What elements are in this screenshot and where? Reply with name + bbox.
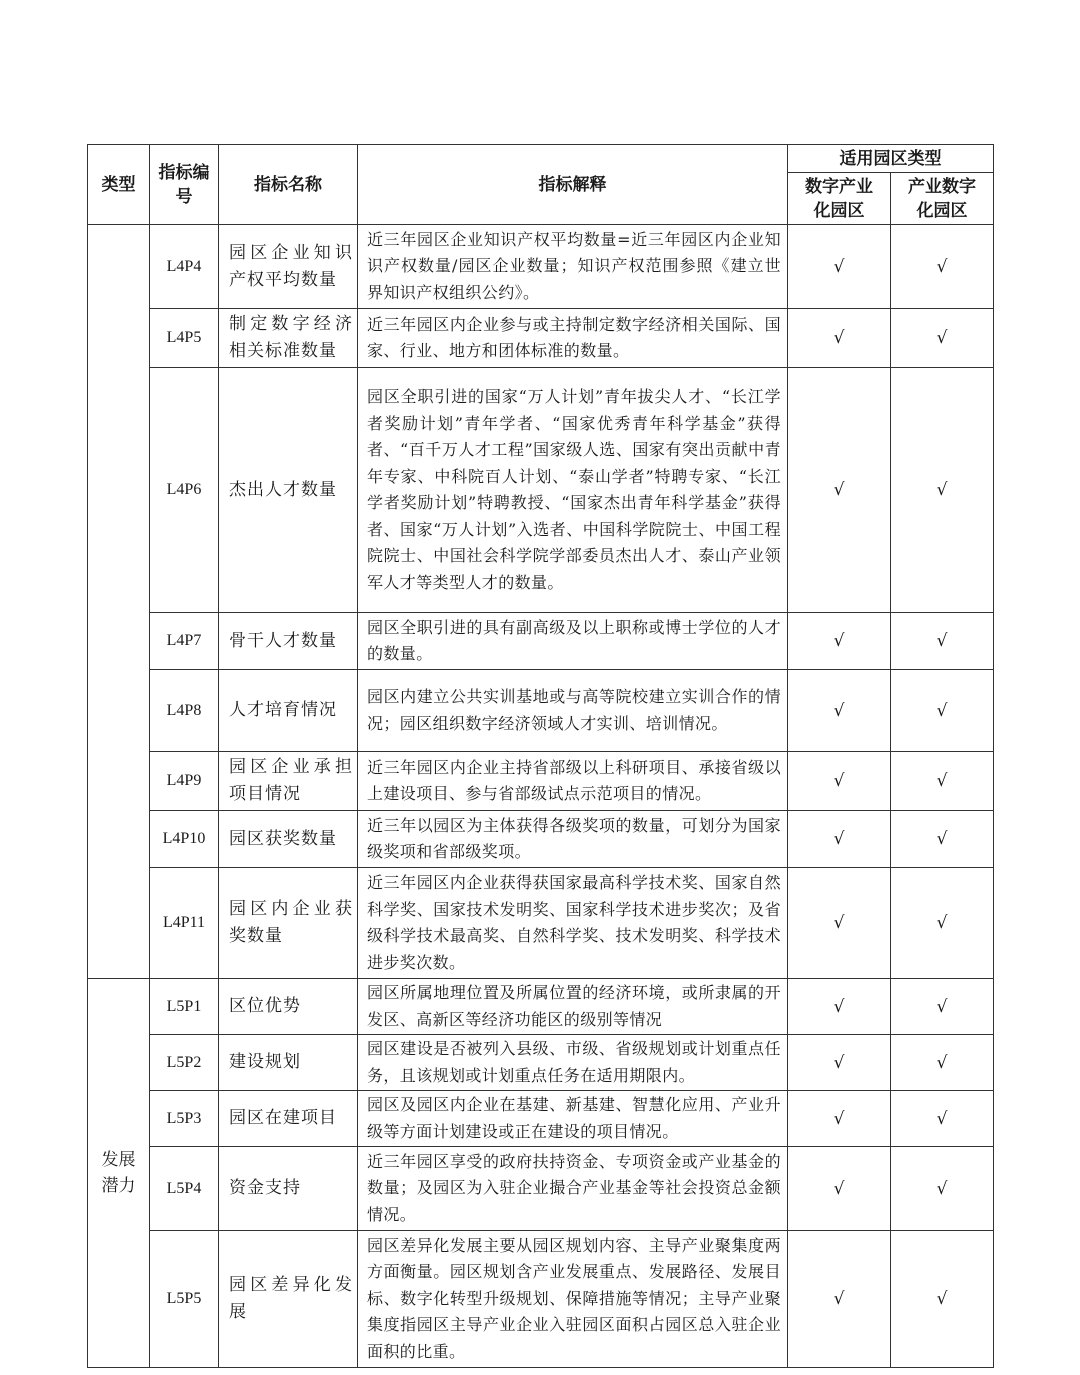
table-row: [88, 868, 994, 979]
header-applicable: 适用园区类型: [788, 145, 994, 173]
table-row: [88, 368, 994, 613]
indicator-explanation: 园区全职引进的具有副高级及以上职称或博士学位的人才的数量。: [358, 613, 788, 670]
check-digital-industrialization: √: [788, 670, 891, 752]
indicator-explanation: 近三年园区享受的政府扶持资金、专项资金或产业基金的数量；及园区为入驻企业撮合产业基金等社会投资总金额情况。: [358, 1147, 788, 1231]
check-digital-industrialization: √: [788, 979, 891, 1035]
indicator-name: 园区在建项目: [219, 1091, 358, 1147]
indicator-explanation: 园区差异化发展主要从园区规划内容、主导产业聚集度两方面衡量。园区规划含产业发展重点、发展路径、发展目标、数字化转型升级规划、保障措施等情况；主导产业聚集度指园区主导产业企业入驻园区面积占园区总入驻企业面积的比重。: [358, 1231, 788, 1368]
check-digital-industrialization: √: [788, 1091, 891, 1147]
indicator-explanation: 近三年园区内企业参与或主持制定数字经济相关国际、国家、行业、地方和团体标准的数量。: [358, 309, 788, 368]
check-digital-industrialization: √: [788, 613, 891, 670]
indicator-explanation: 园区建设是否被列入县级、市级、省级规划或计划重点任务，且该规划或计划重点任务在适用期限内。: [358, 1035, 788, 1091]
indicator-name: 园区差异化发展: [219, 1231, 358, 1368]
indicator-code: L5P4: [150, 1147, 219, 1231]
table-row: [88, 613, 994, 670]
indicator-code: L4P5: [150, 309, 219, 368]
header-industrial-digitalization: 产业数字化园区: [891, 173, 994, 225]
header-name: 指标名称: [219, 145, 358, 225]
indicator-code: L4P7: [150, 613, 219, 670]
header-digital-industrialization: 数字产业化园区: [788, 173, 891, 225]
table-row: [88, 752, 994, 811]
indicator-code: L5P2: [150, 1035, 219, 1091]
indicator-explanation: 园区内建立公共实训基地或与高等院校建立实训合作的情况；园区组织数字经济领域人才实训、培训情况。: [358, 670, 788, 752]
table-row: [88, 225, 994, 309]
indicator-name: 区位优势: [219, 979, 358, 1035]
indicator-code: L4P10: [150, 811, 219, 868]
table-row: [88, 979, 994, 1035]
indicator-name: 人才培育情况: [219, 670, 358, 752]
header-code: 指标编号: [150, 145, 219, 225]
indicator-explanation: 近三年园区企业知识产权平均数量=近三年园区内企业知识产权数量/园区企业数量；知识产权范围参照《建立世界知识产权组织公约》。: [358, 225, 788, 309]
check-digital-industrialization: √: [788, 868, 891, 979]
check-industrial-digitalization: √: [891, 1035, 994, 1091]
table-row: [88, 1035, 994, 1091]
category-cell-continued: [88, 225, 150, 979]
check-industrial-digitalization: √: [891, 1147, 994, 1231]
check-industrial-digitalization: √: [891, 1231, 994, 1368]
indicator-table: [87, 144, 994, 1368]
check-industrial-digitalization: √: [891, 225, 994, 309]
check-industrial-digitalization: √: [891, 368, 994, 613]
check-industrial-digitalization: √: [891, 309, 994, 368]
check-industrial-digitalization: √: [891, 1091, 994, 1147]
indicator-code: L4P9: [150, 752, 219, 811]
indicator-explanation: 近三年园区内企业主持省部级以上科研项目、承接省级以上建设项目、参与省部级试点示范项目的情况。: [358, 752, 788, 811]
indicator-name: 杰出人才数量: [219, 368, 358, 613]
check-industrial-digitalization: √: [891, 868, 994, 979]
indicator-name: 资金支持: [219, 1147, 358, 1231]
category-cell-potential: 发展潜力: [88, 979, 150, 1368]
indicator-name: 园区企业知识产权平均数量: [219, 225, 358, 309]
check-digital-industrialization: √: [788, 225, 891, 309]
indicator-name: 园区获奖数量: [219, 811, 358, 868]
indicator-explanation: 园区全职引进的国家“万人计划”青年拔尖人才、“长江学者奖励计划”青年学者、“国家优秀青年科学基金”获得者、“百千万人才工程”国家级人选、国家有突出贡献中青年专家、中科院百人计划、“泰山学者”特聘专家、“长江学者奖励计划”特聘教授、“国家杰出青年科学基金”获得者、国家“万人计划”入选者、中国科学院院士、中国工程院院士、中国社会科学院学部委员杰出人才、泰山产业领军人才等类型人才的数量。: [358, 368, 788, 613]
table-row: [88, 1091, 994, 1147]
check-industrial-digitalization: √: [891, 670, 994, 752]
indicator-code: L4P8: [150, 670, 219, 752]
indicator-name: 建设规划: [219, 1035, 358, 1091]
check-digital-industrialization: √: [788, 309, 891, 368]
check-digital-industrialization: √: [788, 368, 891, 613]
indicator-name: 园区企业承担项目情况: [219, 752, 358, 811]
check-digital-industrialization: √: [788, 1147, 891, 1231]
check-industrial-digitalization: √: [891, 979, 994, 1035]
check-digital-industrialization: √: [788, 752, 891, 811]
indicator-code: L4P11: [150, 868, 219, 979]
table-row: [88, 1231, 994, 1368]
indicator-code: L5P5: [150, 1231, 219, 1368]
check-digital-industrialization: √: [788, 1231, 891, 1368]
check-industrial-digitalization: √: [891, 613, 994, 670]
header-explanation: 指标解释: [358, 145, 788, 225]
indicator-code: L4P6: [150, 368, 219, 613]
indicator-explanation: 园区及园区内企业在基建、新基建、智慧化应用、产业升级等方面计划建设或正在建设的项目情况。: [358, 1091, 788, 1147]
indicator-explanation: 园区所属地理位置及所属位置的经济环境，或所隶属的开发区、高新区等经济功能区的级别等情况: [358, 979, 788, 1035]
table-row: [88, 1147, 994, 1231]
table-row: [88, 811, 994, 868]
indicator-code: L5P3: [150, 1091, 219, 1147]
indicator-code: L5P1: [150, 979, 219, 1035]
indicator-name: 骨干人才数量: [219, 613, 358, 670]
check-industrial-digitalization: √: [891, 752, 994, 811]
table-row: [88, 670, 994, 752]
indicator-explanation: 近三年园区内企业获得获国家最高科学技术奖、国家自然科学奖、国家技术发明奖、国家科学技术进步奖次；及省级科学技术最高奖、自然科学奖、技术发明奖、科学技术进步奖次数。: [358, 868, 788, 979]
indicator-code: L4P4: [150, 225, 219, 309]
check-digital-industrialization: √: [788, 1035, 891, 1091]
check-industrial-digitalization: √: [891, 811, 994, 868]
header-type: 类型: [88, 145, 150, 225]
table-row: [88, 309, 994, 368]
indicator-name: 园区内企业获奖数量: [219, 868, 358, 979]
indicator-explanation: 近三年以园区为主体获得各级奖项的数量，可划分为国家级奖项和省部级奖项。: [358, 811, 788, 868]
check-digital-industrialization: √: [788, 811, 891, 868]
indicator-name: 制定数字经济相关标准数量: [219, 309, 358, 368]
